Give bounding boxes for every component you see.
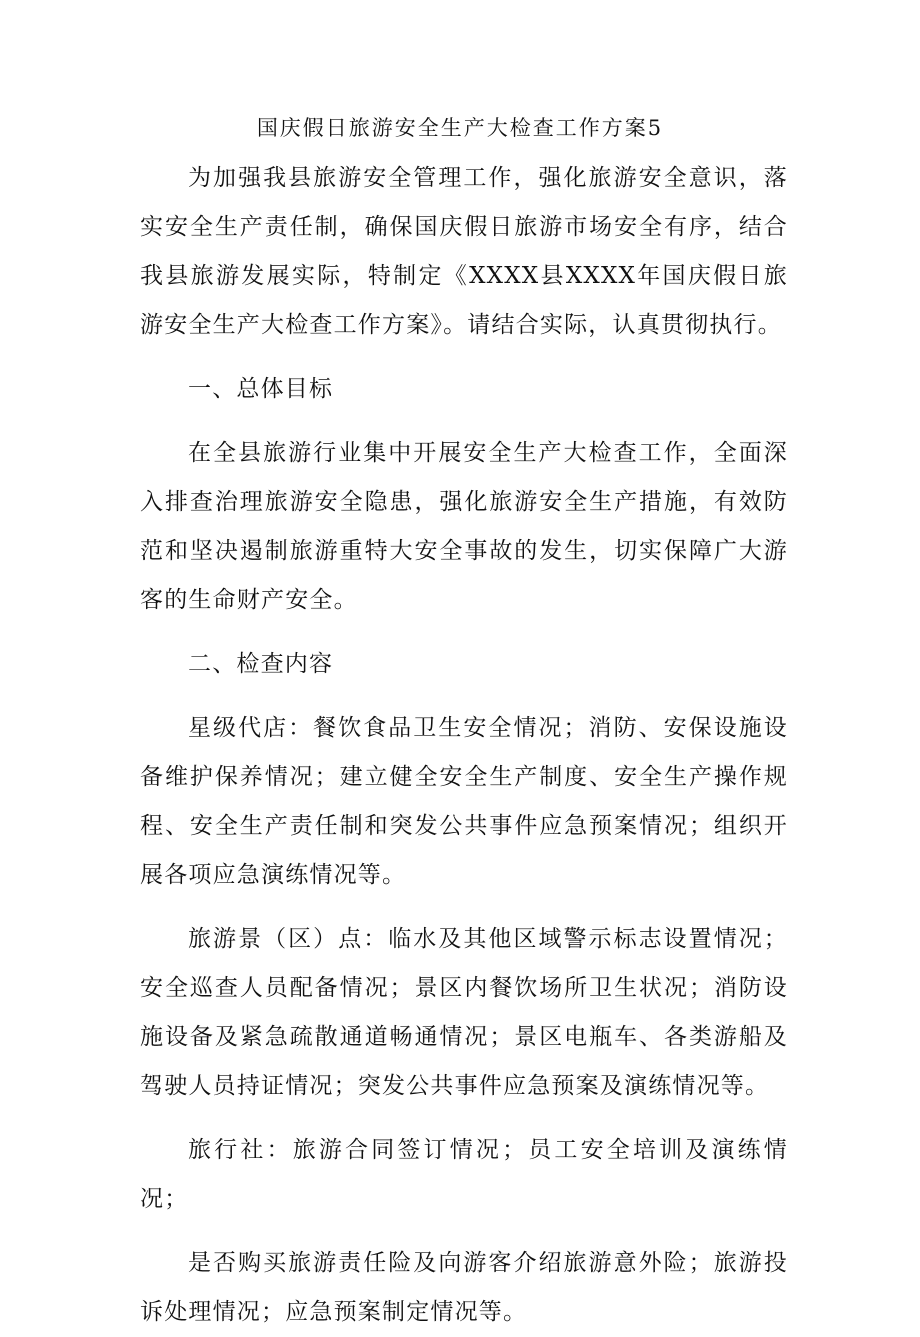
hotels-paragraph: 星级代店：餐饮食品卫生安全情况；消防、安保设施设备维护保养情况；建立健全安全生产制度、安全生产操作规程、安全生产责任制和突发公共事件应急预案情况；组织开展各项应急演练情况等。	[140, 715, 788, 888]
scenic-paragraph: 旅游景（区）点：临水及其他区域警示标志设置情况；安全巡查人员配备情况；景区内餐饮场所卫生状况；消防设施设备及紧急疏散通道畅通情况；景区电瓶车、各类游船及驾驶人员持证情况；突发公共事件应急预案及演练情况等。	[140, 926, 788, 1099]
goals-paragraph: 在全县旅游行业集中开展安全生产大检查工作，全面深入排查治理旅游安全隐患，强化旅游安全生产措施，有效防范和坚决遏制旅游重特大安全事故的发生，切实保障广大游客的生命财产安全。	[140, 440, 788, 613]
intro-paragraph: 为加强我县旅游安全管理工作，强化旅游安全意识，落实安全生产责任制，确保国庆假日旅游市场安全有序，结合我县旅游发展实际，特制定《XXXX县XXXX年国庆假日旅游安全生产大检查工作方案》。请结合实际，认真贯彻执行。	[140, 165, 788, 338]
section-heading-inspection: 二、检查内容	[188, 651, 334, 677]
document-body	[140, 154, 788, 1337]
section-heading-goals: 一、总体目标	[188, 376, 334, 402]
agency-paragraph-line2: 是否购买旅游责任险及向游客介绍旅游意外险；旅游投诉处理情况；应急预案制定情况等。	[140, 1250, 788, 1325]
document-title: 国庆假日旅游安全生产大检查工作方案5	[256, 116, 664, 140]
agency-paragraph-line1: 旅行社：旅游合同签订情况；员工安全培训及演练情况；	[140, 1137, 788, 1212]
